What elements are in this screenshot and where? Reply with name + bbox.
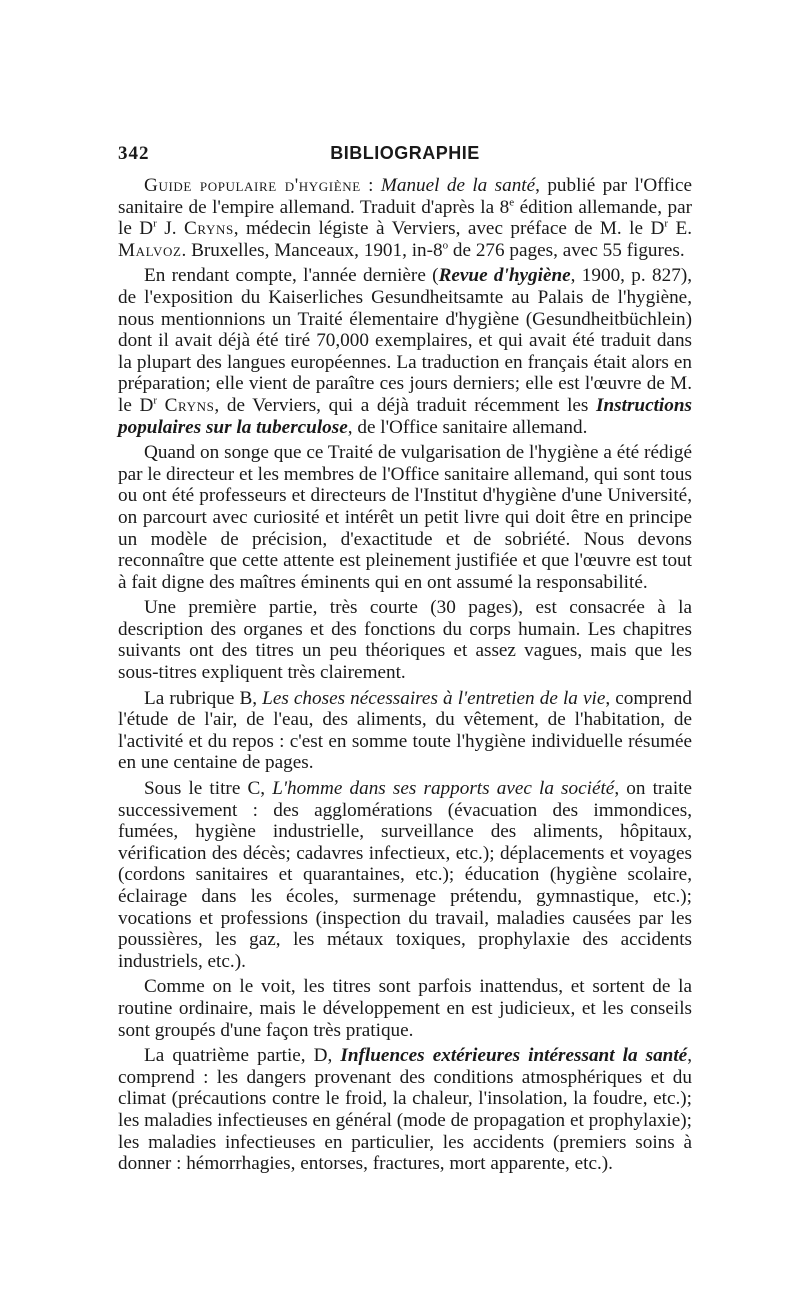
paragraph-review-intro	[118, 265, 692, 438]
section-title: Les choses nécessaires à l'entretien de la vie	[262, 687, 606, 709]
text-run: , comprend : les dangers provenant des conditions atmosphériques et du climat (précautions contre le froid, la chaleur, l'insolation, la foudre, etc.); les maladies infectieuses en général (mode de propagation et prophylaxie); les maladies infectieuses en particulier, les accidents (premiers soins à donner : hémorrhagies, entorses, fractures, mort apparente, etc.).	[118, 1045, 692, 1175]
book-subtitle: Manuel de la santé	[380, 175, 536, 196]
text-run: La rubrique B,	[144, 687, 263, 709]
journal-title: Revue d'hygiène	[438, 265, 571, 287]
text-run: , on traite successivement : des agglomérations (évacuation des immondices, fumées, hygiène industrielle, surveillance des aliments, hôpitaux, vérification des décès; cadavres infectieux, etc.); déplacements et voyages (cordons sanitaires et quarantaines, etc.); éducation (hygiène scolaire, éclairage dans les écoles, surmenage prétendu, gymnastique, etc.); vocations et professions (inspection du travail, maladies causées par les poussières, les gaz, les métaux toxiques, prophylaxie des accidents industriels, etc.).	[118, 778, 693, 972]
author-name: Cryns	[164, 394, 215, 416]
text-run: , de l'Office sanitaire allemand.	[347, 416, 588, 438]
text-run: , de Verviers, qui a déjà traduit récemment les	[214, 394, 597, 416]
superscript: e	[509, 196, 515, 209]
text-run: de 276 pages, avec 55 figures.	[448, 239, 685, 261]
body-text	[118, 175, 692, 1179]
paragraph-authorship: Quand on songe que ce Traité de vulgarisation de l'hygiène a été rédigé par le directeur et les membres de l'Office sanitaire allemand, qui sont tous ou ont été professeurs et directeurs de l'Institut d'hygiène d'une Université, on parcourt avec curiosité et intérêt un petit livre qui doit être en principe un modèle de précision, d'exactitude et de sobriété. Nous devons reconnaître que cette attente est pleinement justifiée et que l'œuvre est tout à fait digne des maîtres éminents qui en ont assumé la responsabilité.	[118, 442, 692, 593]
text-run: J.	[156, 218, 185, 240]
author-name: Cryns	[184, 218, 234, 240]
section-title: L'homme dans ses rapports avec la société	[272, 778, 615, 800]
paragraph-part-d	[118, 1045, 692, 1175]
superscript: r	[153, 217, 157, 230]
text-run: La quatrième partie, D,	[144, 1045, 341, 1067]
superscript: o	[442, 239, 449, 252]
cited-work-title: Instructions populaires sur la tuberculose	[118, 394, 692, 438]
paragraph-comment: Comme on le voit, les titres sont parfois inattendus, et sortent de la routine ordinaire, mais le développement en est judicieux, et les conseils sont groupés d'une façon très pratique.	[118, 976, 692, 1041]
text-run	[157, 395, 165, 416]
paragraph-bibliographic-entry	[118, 175, 692, 261]
running-head	[118, 143, 692, 167]
page-title: BIBLIOGRAPHIE	[330, 143, 480, 163]
text-run: , 1900, p. 827), de l'exposition du Kaiserliches Gesundheitsamte au Palais de l'hygiène, nous mentionnions un Traité élementaire d'hygiène (Gesundheitbüchlein) dont il avait déjà été tiré 70,000 exemplaires, et qui avait été traduit dans la plupart des langues européennes. La traduction en français était alors en préparation; elle vient de paraître ces jours derniers; elle est l'œuvre de M. le D	[118, 265, 693, 416]
text-run: . Bruxelles, Manceaux, 1901, in-8	[181, 239, 443, 261]
text-run: , médecin légiste à Verviers, avec préface de M. le D	[233, 218, 665, 240]
text-run: Sous le titre C,	[144, 778, 273, 800]
text-run: E.	[668, 218, 692, 240]
text-run: édition allemande, par le D	[118, 196, 692, 240]
paragraph-part-c	[118, 778, 692, 972]
section-title: Influences extérieures intéressant la santé	[340, 1045, 688, 1067]
text-run: , publié par l'Office sanitaire de l'empire allemand. Traduit d'après la 8	[118, 175, 692, 218]
superscript: r	[664, 217, 669, 230]
text-run: En rendant compte, l'année dernière (	[144, 265, 439, 287]
preface-author-name: Malvoz	[118, 239, 182, 261]
page-number: 342	[118, 143, 150, 164]
text-run: :	[360, 175, 381, 196]
paragraph-part-b	[118, 688, 692, 774]
paragraph-part-one: Une première partie, très courte (30 pages), est consacrée à la description des organes et des fonctions du corps humain. Les chapitres suivants ont des titres un peu théoriques et assez vagues, mais que les sous-titres expliquent très clairement.	[118, 597, 692, 684]
book-title: Guide populaire d'hygiène	[144, 175, 361, 196]
superscript: r	[153, 394, 158, 407]
text-run: , comprend l'étude de l'air, de l'eau, des aliments, du vêtement, de l'habitation, de l'activité et du repos : c'est en somme toute l'hygiène individuelle résumée en une centaine de pages.	[118, 687, 692, 774]
